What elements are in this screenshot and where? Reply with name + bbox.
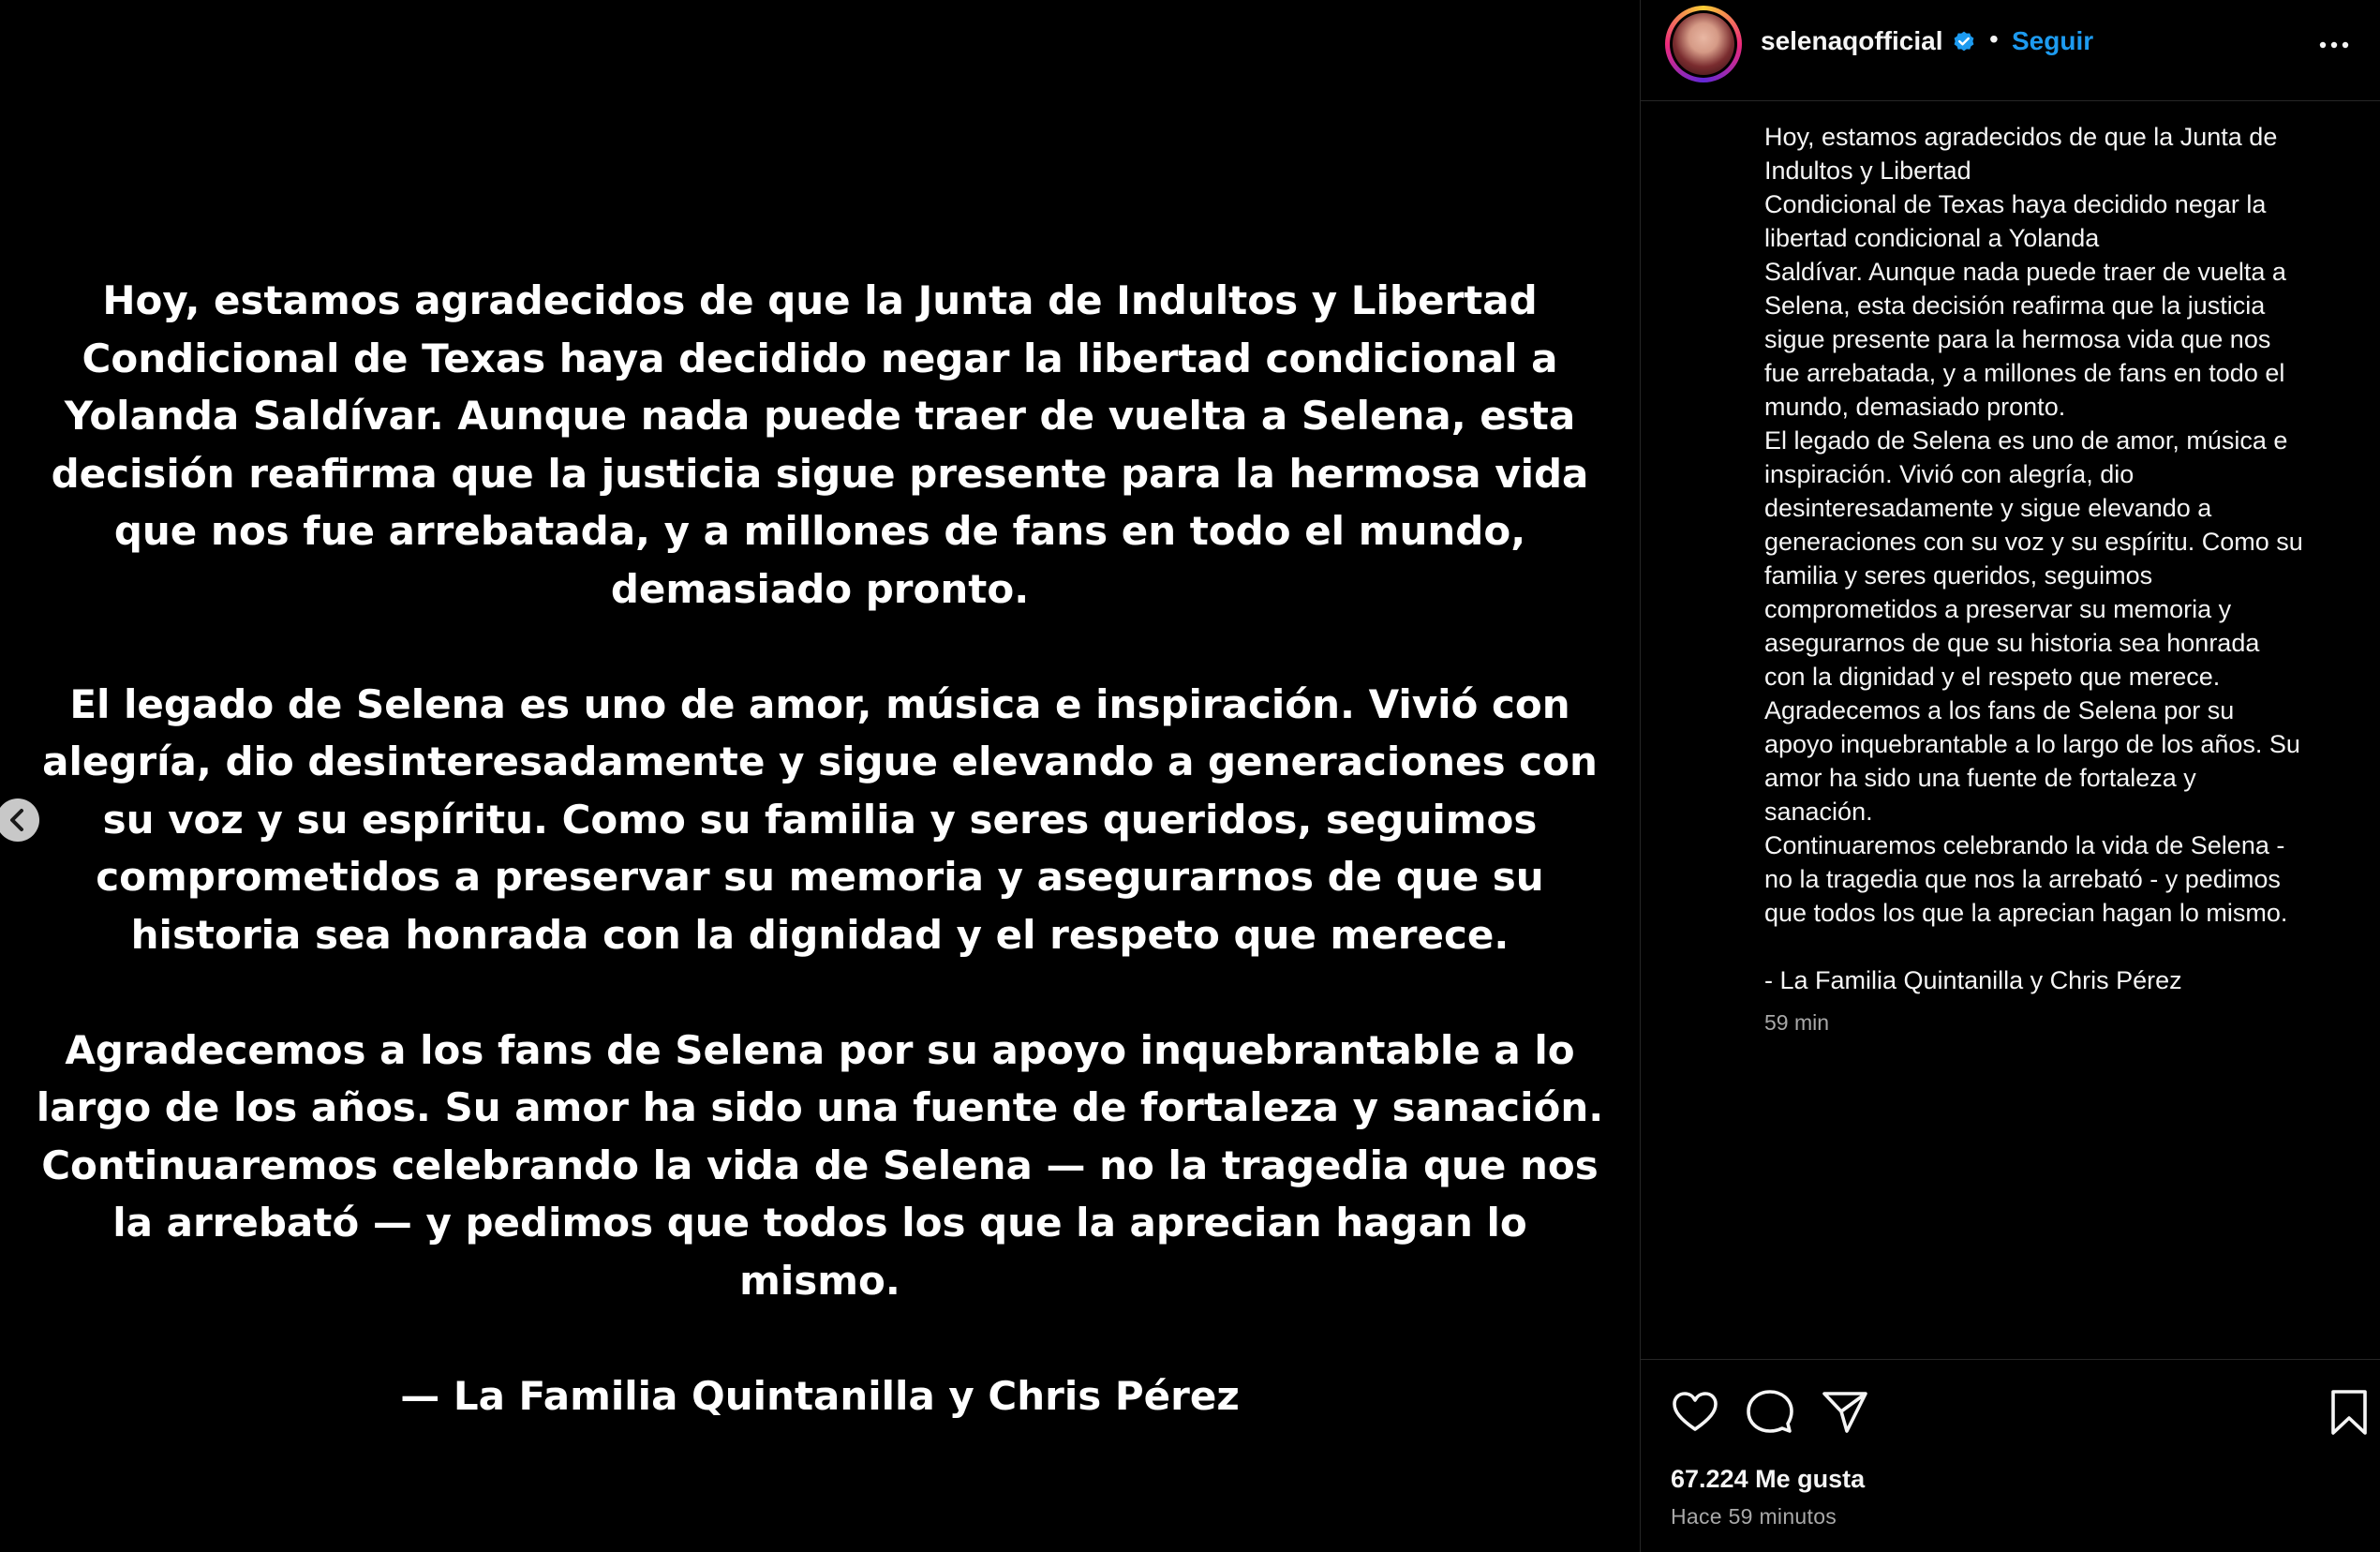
caption-line: comprometidos a preservar su memoria y [1764,595,2232,623]
post-sidebar [1640,0,2380,1552]
caption-line: no la tragedia que nos la arrebató - y pedimos [1764,865,2281,893]
comment-icon[interactable] [1746,1388,1794,1437]
bookmark-icon[interactable] [2325,1388,2373,1437]
caption-line: Indultos y Libertad [1764,157,1971,185]
heart-icon[interactable] [1671,1388,1719,1437]
caption-timestamp[interactable]: 59 min [1764,1010,1830,1035]
post-header [1641,0,2380,101]
caption-line: Continuaremos celebrando la vida de Selena - [1764,831,2285,859]
caption-line: sanación. [1764,798,1873,826]
caption-line: - La Familia Quintanilla y Chris Pérez [1764,966,2182,994]
caption-line: Agradecemos a los fans de Selena por su [1764,696,2235,724]
caption-line: Saldívar. Aunque nada puede traer de vuelta a [1764,258,2286,286]
statement-signature: — La Familia Quintanilla y Chris Pérez [400,1372,1240,1419]
caption-line: Condicional de Texas haya decidido negar la [1764,190,2267,218]
caption-line: sigue presente para la hermosa vida que nos [1764,325,2271,353]
caption-line: fue arrebatada, y a millones de fans en todo el [1764,359,2285,387]
caption-line: desinteresadamente y sigue elevando a [1764,494,2212,522]
send-icon[interactable] [1821,1388,1869,1437]
caption-line: apoyo inquebrantable a lo largo de los años. Su [1764,730,2300,758]
avatar-frame [1670,10,1737,78]
post-timestamp: Hace 59 minutos [1671,1504,1837,1529]
statement-text [28,272,1612,1483]
more-options-icon[interactable] [2315,26,2353,64]
chevron-left-icon [0,798,39,842]
action-bar [1641,1359,2380,1552]
caption-line: que todos los que la aprecian hagan lo mismo. [1764,899,2288,927]
statement-paragraph: El legado de Selena es uno de amor, música e inspiración. Vivió con alegría, dio desinteresadamente y sigue elevando a generaciones con su voz y su espíritu. Como su familia y seres queridos, seguimos comprometidos a preservar su memoria y asegurarnos de que su historia sea honrada con la dignidad y el respeto que merece. [42,680,1598,958]
caption-line: mundo, demasiado pronto. [1764,393,2066,421]
caption-line: asegurarnos de que su historia sea honrada [1764,629,2260,657]
caption-blank-line [1764,930,2345,963]
avatar-image [1673,13,1734,75]
caption-line: Hoy, estamos agradecidos de que la Junta de [1764,123,2278,151]
post-caption [1764,120,2345,997]
follow-button[interactable]: Seguir [2012,26,2094,55]
username[interactable]: selenaqofficial [1761,26,1943,55]
like-count[interactable]: 67.224 Me gusta [1671,1465,1866,1493]
caption-line: inspiración. Vivió con alegría, dio [1764,460,2135,488]
statement-paragraph: Hoy, estamos agradecidos de que la Junta de Indultos y Libertad Condicional de Texas haya decidido negar la libertad condicional a Yolanda Saldívar. Aunque nada puede traer de vuelta a Selena, esta decisión reafirma que la justicia sigue presente para la hermosa vida que nos fue arrebatada, y a millones de fans en todo el mundo, demasiado pronto. [51,277,1589,612]
verified-badge-icon [1952,30,1976,54]
caption-line: Selena, esta decisión reafirma que la justicia [1764,291,2266,320]
caption-line: con la dignidad y el respeto que merece. [1764,663,2221,691]
statement-paragraph: Agradecemos a los fans de Selena por su apoyo inquebrantable a lo largo de los años. Su amor ha sido una fuente de fortaleza y sanación. Continuaremos celebrando la vida de Selena — no la tragedia que nos la arrebató — y pedimos que todos los que la aprecian hagan lo mismo. [36,1026,1604,1304]
separator-dot: • [1989,24,1999,53]
caption-line: amor ha sido una fuente de fortaleza y [1764,764,2196,792]
caption-line: El legado de Selena es uno de amor, música e [1764,426,2288,455]
caption-line: familia y seres queridos, seguimos [1764,561,2153,589]
avatar[interactable] [1665,6,1742,82]
caption-line: generaciones con su voz y su espíritu. Como su [1764,528,2303,556]
previous-post-button[interactable] [0,798,39,842]
caption-line: libertad condicional a Yolanda [1764,224,2100,252]
